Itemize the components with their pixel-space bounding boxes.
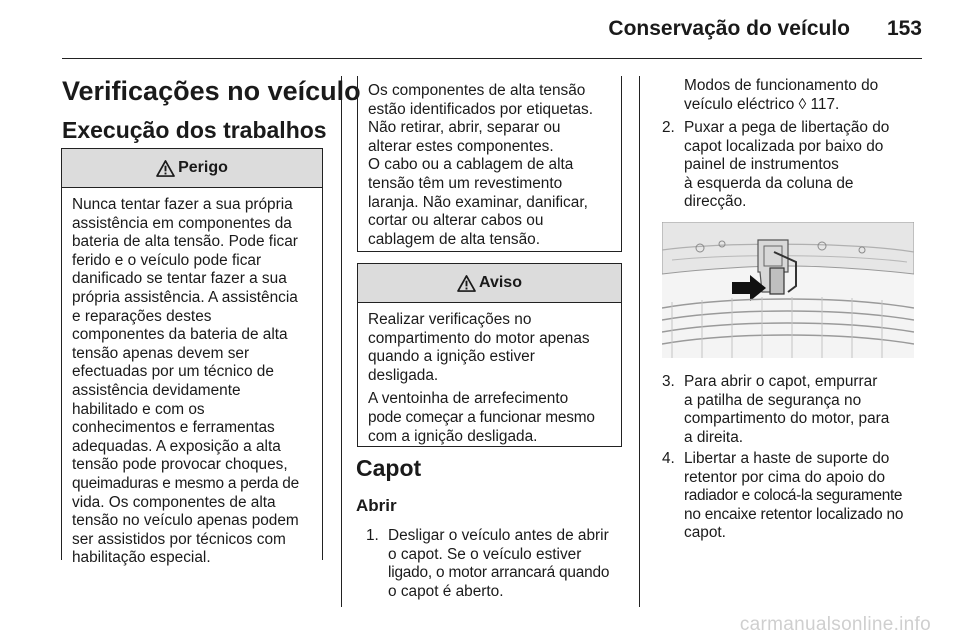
danger-line: efectuadas por um técnico de bbox=[72, 363, 274, 381]
danger-line: queimaduras e mesmo a perda de bbox=[72, 474, 299, 492]
warning-triangle-icon bbox=[156, 160, 175, 177]
danger-line: bateria de alta tensão. Pode ficar bbox=[72, 233, 298, 251]
capot-heading: Capot bbox=[356, 455, 422, 481]
step-line: capot localizada por baixo do bbox=[684, 137, 884, 155]
column-divider-2 bbox=[639, 76, 640, 607]
notice-line: compartimento do motor apenas bbox=[368, 329, 590, 347]
step-line: retentor por cima do apoio do bbox=[684, 468, 886, 486]
step-line: o capot. Se o veículo estiver bbox=[388, 545, 582, 563]
step-line: radiador e colocá-la seguramente bbox=[684, 487, 903, 505]
danger-line: adequadas. A exposição a alta bbox=[72, 437, 281, 455]
danger-line: estão identificados por etiquetas. bbox=[368, 100, 594, 118]
step-1 bbox=[366, 527, 634, 609]
step-line: compartimento do motor, para bbox=[684, 410, 890, 428]
danger-box-continued bbox=[357, 76, 622, 252]
danger-line: danificado se tentar fazer a sua bbox=[72, 270, 287, 288]
notice-line: Realizar verificações no bbox=[368, 311, 532, 328]
step-1-continued bbox=[684, 77, 924, 114]
danger-line: ser assistidos por técnicos com bbox=[72, 530, 286, 548]
step-number: 4. bbox=[662, 450, 675, 467]
step-4 bbox=[662, 450, 924, 551]
danger-line: Nunca tentar fazer a sua própria bbox=[72, 196, 293, 213]
danger-line: alterar estes componentes. bbox=[368, 137, 554, 155]
danger-line: conhecimentos e ferramentas bbox=[72, 419, 275, 437]
danger-line: cortar ou alterar cabos ou bbox=[368, 212, 544, 230]
danger-line: componentes da bateria de alta bbox=[72, 326, 288, 344]
step-3 bbox=[662, 373, 924, 455]
notice-box-header bbox=[358, 264, 621, 303]
notice-line: desligada. bbox=[368, 366, 439, 384]
notice-line: pode começar a funcionar mesmo bbox=[368, 408, 595, 426]
danger-line: habilitação especial. bbox=[72, 549, 211, 567]
step-line: painel de instrumentos bbox=[684, 156, 839, 174]
notice-line: A ventoinha de arrefecimento bbox=[368, 390, 569, 408]
step-line: o capot é aberto. bbox=[388, 582, 504, 600]
danger-line: habilitado e com os bbox=[72, 400, 205, 418]
danger-line: e reparações destes bbox=[72, 307, 212, 325]
notice-line: com a ignição desligada. bbox=[368, 427, 538, 445]
column-divider-1 bbox=[341, 76, 342, 607]
step-2 bbox=[662, 119, 924, 220]
danger-line: Não retirar, abrir, separar ou bbox=[368, 119, 561, 137]
step-number: 2. bbox=[662, 119, 675, 136]
notice-line: quando a ignição estiver bbox=[368, 348, 535, 366]
step-number: 1. bbox=[366, 527, 379, 544]
step-line: Libertar a haste de suporte do bbox=[684, 450, 890, 467]
danger-line: ferido e o veículo pode ficar bbox=[72, 251, 262, 269]
step-line: Desligar o veículo antes de abrir bbox=[388, 527, 609, 544]
danger-line: cablagem de alta tensão. bbox=[368, 230, 540, 248]
danger-line: assistência devidamente bbox=[72, 381, 241, 399]
step-line: Para abrir o capot, empurrar bbox=[684, 373, 878, 390]
step-number: 3. bbox=[662, 373, 675, 390]
danger-line: tensão apenas devem ser bbox=[72, 344, 250, 362]
danger-line: tensão no veículo apenas podem bbox=[72, 512, 299, 530]
notice-paragraph bbox=[368, 390, 611, 446]
danger-line: vida. Os componentes de alta bbox=[72, 493, 276, 511]
section-heading: Verificações no veículo bbox=[62, 76, 361, 106]
notice-paragraph bbox=[368, 311, 611, 385]
step-line: veículo eléctrico ◊ 117. bbox=[684, 95, 840, 113]
danger-line: laranja. Não examinar, danificar, bbox=[368, 193, 588, 211]
danger-text bbox=[62, 188, 322, 568]
page-number: 153 bbox=[886, 17, 922, 40]
step-line: Puxar a pega de libertação do bbox=[684, 119, 890, 136]
danger-line: assistência em componentes da bbox=[72, 214, 292, 232]
danger-line: O cabo ou a cablagem de alta bbox=[368, 156, 574, 174]
step-line: a direita. bbox=[684, 428, 744, 446]
step-line: direcção. bbox=[684, 193, 747, 211]
step-line: no encaixe retentor localizado no bbox=[684, 505, 904, 523]
danger-line: tensão pode provocar choques, bbox=[72, 456, 288, 474]
step-line: Modos de funcionamento do bbox=[684, 77, 879, 94]
watermark-url: carmanualsonline.info bbox=[739, 614, 931, 635]
running-header: Conservação do veículo bbox=[608, 17, 850, 40]
danger-title: Perigo bbox=[178, 159, 228, 176]
notice-box bbox=[357, 263, 622, 447]
step-line: à esquerda da coluna de bbox=[684, 174, 854, 192]
danger-line: tensão têm um revestimento bbox=[368, 174, 563, 192]
danger-line: própria assistência. A assistência bbox=[72, 288, 298, 306]
warning-triangle-icon bbox=[457, 275, 476, 292]
step-line: a patilha de segurança no bbox=[684, 391, 862, 409]
step-line: capot. bbox=[684, 524, 726, 542]
step-line: ligado, o motor arrancará quando bbox=[388, 564, 610, 582]
hood-latch-illustration bbox=[662, 222, 914, 358]
danger-box bbox=[61, 148, 323, 567]
header-rule bbox=[62, 58, 922, 59]
danger-box-header bbox=[62, 149, 322, 188]
abrir-heading: Abrir bbox=[356, 496, 397, 515]
danger-line: Os componentes de alta tensão bbox=[368, 82, 586, 99]
notice-title: Aviso bbox=[479, 274, 522, 291]
subsection-heading: Execução dos trabalhos bbox=[62, 117, 327, 143]
